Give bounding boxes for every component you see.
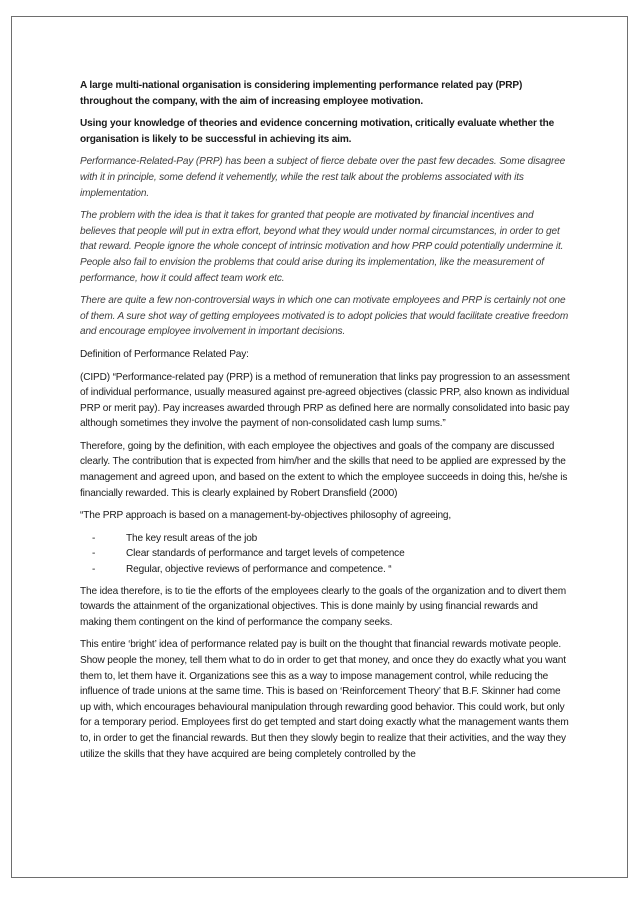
idea-paragraph: The idea therefore, is to tie the efforts of the employees clearly to the goals of the organization and to divert them towards the attainment of the organizational objectives. This is done mainly by using financial rewards and making them contingent on the kind of performance the company seeks. xyxy=(80,585,566,628)
question-paragraph-2: Using your knowledge of theories and evidence concerning motivation, critically evaluate whether the organisation is likely to be successful in achieving its aim. xyxy=(80,118,555,145)
quote-intro: “The PRP approach is based on a management-by-objectives philosophy of agreeing, xyxy=(80,510,452,522)
intro-paragraph-2: The problem with the idea is that it takes for granted that people are motivated by financial incentives and believes that people will put in extra effort, beyond what they would under normal circumstances, in order to get that reward. People ignore the whole concept of intrinsic motivation and how PRP could potentially undermine it. People also fail to envision the problems that could arise during its implementation, like the measurement of performance, how it could affect team work etc. xyxy=(80,210,564,284)
intro-paragraph-3: There are quite a few non-controversial ways in which one can motivate employees and PRP is certainly not one of them. A sure shot way of getting employees motivated is to adopt policies that would facilitate creative freedom and encourage employee involvement in important decisions. xyxy=(80,295,569,338)
list-item: - The key result areas of the job xyxy=(92,531,570,547)
intro-paragraph-1: Performance-Related-Pay (PRP) has been a subject of fierce debate over the past few decades. Some disagree with it in principle, some defend it vehemently, while the rest talk about the problems associated with its implementation. xyxy=(80,156,566,199)
cipd-definition: (CIPD) “Performance-related pay (PRP) is a method of remuneration that links pay progression to an assessment of individual performance, usually measured against pre-agreed objectives (classic PRP, also known as individual PRP or merit pay). Pay increases awarded through PRP as defined here are normally consolidated into basic pay although sometimes they involve the payment of non-consolidated cash lump sums.” xyxy=(80,371,570,430)
list-item: - Clear standards of performance and target levels of competence xyxy=(92,546,570,562)
question-paragraph-1: A large multi-national organisation is considering implementing performance related pay (PRP) throughout the company, with the aim of increasing employee motivation. xyxy=(80,80,523,107)
definition-heading: Definition of Performance Related Pay: xyxy=(80,348,249,360)
quote-list xyxy=(80,531,570,578)
therefore-paragraph: Therefore, going by the definition, with each employee the objectives and goals of the company are discussed clearly. The contribution that is expected from him/her and the skills that need to be applied are expressed by the management and agreed upon, and based on the extent to which the employee succeeds in doing this, he/she is financially rewarded. This is clearly explained by Robert Dransfield (2000) xyxy=(80,440,568,499)
list-item: - Regular, objective reviews of performance and competence. “ xyxy=(92,562,570,578)
bright-paragraph: This entire ‘bright’ idea of performance related pay is built on the thought that financial rewards motivate people. Show people the money, tell them what to do in order to get that money, and once they do exactly what you want them to, let them have it. Organizations see this as a way to impose management control, while reducing the influence of trade unions at the same time. This is based on ‘Reinforcement Theory’ that B.F. Skinner had come up with, which encourages behavioural manipulation through rewarding good behavior. This could work, but only for a temporary period. Employees first do get tempted and start doing exactly what the management wants them to, in order to get the financial rewards. But then they slowly begin to realize that their activities, and the way they utilize the skills that they have acquired are being completely controlled by the xyxy=(80,639,569,760)
document-body xyxy=(80,78,570,769)
